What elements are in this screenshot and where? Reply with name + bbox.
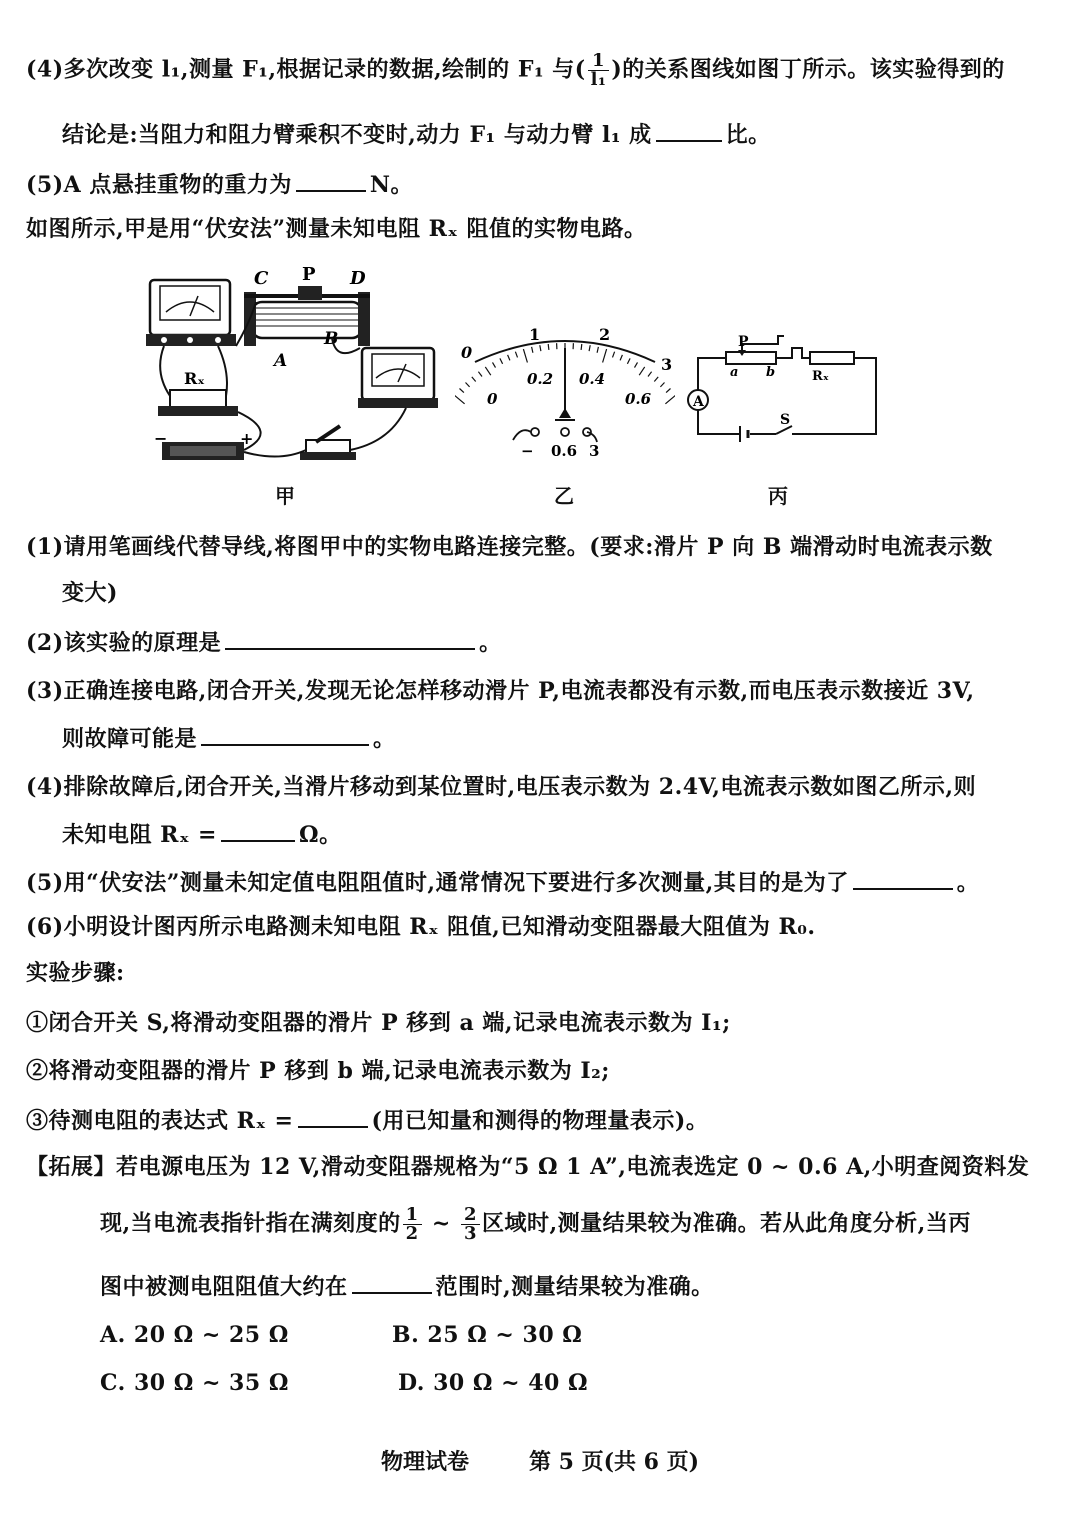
dial-tick [500, 358, 503, 363]
p5-text: (5)用“伏安法”测量未知定值电阻阻值时,通常情况下要进行多次测量,其目的是为了 [26, 870, 849, 896]
steps-heading: 实验步骤: [26, 960, 125, 986]
part-2 [26, 626, 502, 658]
q4-text: (4)多次改变 l₁,测量 F₁,根据记录的数据,绘制的 F₁ 与( [26, 56, 586, 83]
label-D: D [350, 268, 366, 289]
caption-jia: 甲 [275, 484, 295, 508]
p2-text: (2)该实验的原理是 [26, 630, 222, 656]
question-5 [26, 168, 413, 200]
terminal-06: 0.6 [551, 442, 578, 460]
terminal-wire [513, 430, 531, 440]
step-1: ①闭合开关 S,将滑动变阻器的滑片 P 移到 a 端,记录电流表示数为 I₁; [26, 1010, 731, 1036]
rheostat-device [244, 286, 370, 346]
rx-label: Rₓ [812, 369, 829, 384]
fraction-half [403, 1206, 422, 1243]
label-P: P [302, 264, 316, 285]
dial-bottom-02: 0.2 [527, 370, 554, 388]
dial-tick [613, 352, 615, 358]
terminal-b-label: b [766, 365, 776, 380]
fraction-numerator: 1 [588, 52, 610, 71]
part-6: (6)小明设计图丙所示电路测未知电阻 Rₓ 阻值,已知滑动变阻器最大阻值为 R₀. [26, 914, 816, 940]
dial-top-3: 3 [661, 355, 673, 374]
dial-tick [581, 344, 582, 350]
ammeter-label: A [693, 394, 704, 410]
part-4-line-1: (4)排除故障后,闭合开关,当滑片移动到某位置时,电压表示数为 2.4V,电流表示数如图乙所示,则 [26, 774, 977, 800]
label-C: C [254, 268, 269, 289]
dial-tick [654, 377, 658, 382]
q4-conclusion-tail: 比。 [725, 122, 771, 148]
answer-blank[interactable] [296, 168, 366, 192]
voltmeter-device [146, 280, 236, 346]
dial-tick [603, 349, 607, 362]
dial-tick [639, 367, 645, 375]
answer-blank[interactable] [656, 118, 722, 142]
ext-c-tail: 范围时,测量结果较为准确。 [435, 1274, 714, 1300]
question-4-line-2 [62, 118, 771, 150]
dial-bottom-0: 0 [487, 390, 498, 408]
dial-tick [466, 383, 470, 387]
footer-page-number: 第 5 页(共 6 页) [528, 1449, 700, 1475]
label-A: A [274, 351, 288, 371]
figure-yi-ammeter-dial [455, 318, 675, 463]
option-d[interactable]: D. 30 Ω ~ 40 Ω [398, 1370, 589, 1396]
answer-blank[interactable] [225, 626, 475, 650]
part-3-line-2 [62, 722, 396, 754]
terminal-minus: − [521, 442, 534, 460]
p4-text: 未知电阻 Rₓ = [62, 822, 217, 848]
range-tilde: ~ [431, 1210, 451, 1237]
fraction-denominator: 3 [463, 1223, 478, 1244]
fraction-1-over-l1 [588, 52, 610, 89]
label-rx: Rₓ [184, 369, 205, 388]
answer-blank[interactable] [201, 722, 369, 746]
dial-top-1: 1 [529, 325, 541, 344]
dial-tick [589, 345, 590, 351]
dial-tick [523, 349, 527, 362]
dial-tick [493, 362, 496, 367]
dial-tick [635, 362, 638, 367]
option-c[interactable]: C. 30 Ω ~ 35 Ω [100, 1370, 289, 1396]
step-3 [26, 1104, 708, 1136]
dial-tick [597, 347, 598, 353]
dial-tick [532, 347, 533, 353]
dial-tick [485, 367, 491, 375]
extension-line-3 [100, 1270, 714, 1302]
dial-tick [540, 345, 541, 351]
caption-yi: 乙 [554, 484, 574, 508]
dial-tick [660, 383, 664, 387]
terminal-3: 3 [589, 442, 600, 460]
fraction-numerator: 1 [403, 1206, 422, 1225]
dial-bottom-06: 0.6 [625, 390, 652, 408]
p3-tail: 。 [373, 726, 396, 752]
q5-text: (5)A 点悬挂重物的重力为 [26, 172, 292, 198]
dial-bottom-04: 0.4 [579, 370, 606, 388]
dial-tick [508, 355, 510, 361]
q4-conclusion-text: 结论是:当阻力和阻力臂乘积不变时,动力 F₁ 与动力臂 l₁ 成 [62, 122, 652, 148]
figure-jia-circuit [140, 262, 450, 472]
slider-label-P: P [738, 334, 749, 350]
terminal-a-label: a [730, 365, 739, 380]
dial-top-2: 2 [599, 325, 611, 344]
intro-text: 如图所示,甲是用“伏安法”测量未知电阻 Rₓ 阻值的实物电路。 [26, 216, 647, 242]
ammeter-device [358, 348, 438, 408]
label-minus: − [154, 429, 168, 448]
dial-tick [472, 377, 476, 382]
ext-text: 现,当电流表指针指在满刻度的 [100, 1210, 401, 1237]
extension-line-1: 【拓展】若电源电压为 12 V,滑动变阻器规格为“5 Ω 1 A”,电流表选定 0 ~ 0.6 A,小明查阅资料发 [26, 1154, 1030, 1180]
dial-tick [478, 372, 482, 377]
answer-blank[interactable] [853, 866, 953, 890]
part-3-line-1: (3)正确连接电路,闭合开关,发现无论怎样移动滑片 P,电流表都没有示数,而电压表示数接近 3V, [26, 678, 975, 704]
q4-text-tail: )的关系图线如图丁所示。该实验得到的 [611, 56, 1005, 83]
option-a[interactable]: A. 20 Ω ~ 25 Ω [100, 1322, 289, 1348]
answer-blank[interactable] [221, 818, 295, 842]
switch-device [300, 426, 356, 460]
part-4-line-2 [62, 818, 342, 850]
part-5 [26, 866, 979, 898]
fraction-denominator: 2 [405, 1223, 419, 1244]
p3-text: 则故障可能是 [62, 726, 198, 752]
dial-tick [665, 395, 675, 404]
figure-bing-schematic [682, 330, 882, 445]
fraction-denominator: l₁ [590, 69, 607, 90]
dial-tick [515, 352, 517, 358]
label-B: B [324, 329, 339, 349]
answer-blank[interactable] [298, 1104, 368, 1128]
dial-tick [620, 355, 622, 361]
part-1-line-2: 变大) [62, 580, 118, 606]
question-4-line-1 [26, 52, 1005, 89]
needle-pivot [559, 408, 571, 418]
s3-text: ③待测电阻的表达式 Rₓ = [26, 1108, 294, 1134]
answer-blank[interactable] [352, 1270, 432, 1294]
dial-tick [648, 372, 652, 377]
ext-text-tail: 区域时,测量结果较为准确。若从此角度分析,当丙 [482, 1210, 971, 1237]
dial-zero-top: 0 [461, 343, 473, 362]
p4-tail: Ω。 [299, 822, 342, 848]
caption-bing: 丙 [768, 484, 788, 508]
option-b[interactable]: B. 25 Ω ~ 30 Ω [392, 1322, 583, 1348]
fraction-numerator: 2 [461, 1206, 480, 1225]
extension-line-2 [100, 1206, 971, 1243]
dial-tick [548, 344, 549, 350]
part-1-line-1: (1)请用笔画线代替导线,将图甲中的实物电路连接完整。(要求:滑片 P 向 B 端滑动时电流表示数 [26, 534, 993, 560]
dial-tick [455, 395, 465, 404]
q5-unit: N。 [369, 172, 413, 198]
label-plus: + [240, 429, 254, 448]
page-footer [0, 1445, 1080, 1476]
s3-tail: (用已知量和测得的物理量表示)。 [371, 1108, 709, 1134]
p2-tail: 。 [479, 630, 502, 656]
fraction-two-thirds [461, 1206, 480, 1243]
dial-tick [460, 389, 464, 393]
footer-subject: 物理试卷 [380, 1449, 469, 1475]
dial-tick [627, 358, 630, 363]
step-2: ②将滑动变阻器的滑片 P 移到 b 端,记录电流表示数为 I₂; [26, 1058, 610, 1084]
ext-c-text: 图中被测电阻阻值大约在 [100, 1274, 348, 1300]
battery-device [162, 442, 244, 460]
p5-tail: 。 [956, 870, 980, 896]
switch-label: S [780, 412, 791, 428]
dial-tick [666, 389, 670, 393]
